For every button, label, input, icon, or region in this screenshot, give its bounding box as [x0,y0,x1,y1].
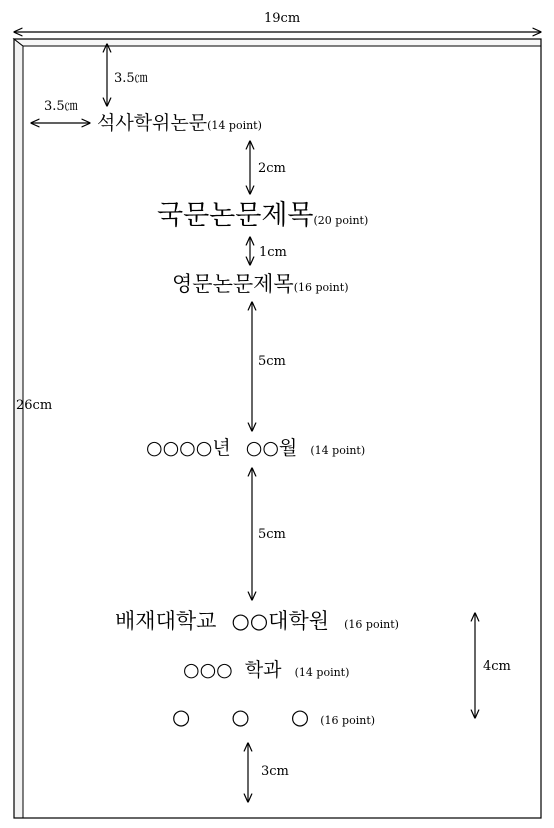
school-line [115,611,399,632]
gap-4cm-label: 4cm [483,659,511,674]
gap-3cm-label: 3cm [261,764,289,779]
gap-1cm-label: 1cm [259,245,287,260]
name-char-1: ○ [172,705,191,729]
degree-text: 석사학위논문 [97,112,208,134]
degree-size: (14 point) [207,119,262,132]
height-label: 26cm [16,398,53,413]
korean-title-size: (20 point) [313,214,369,227]
name-char-2: ○ [231,705,250,729]
department-line [183,661,349,680]
page-top-edge [14,39,541,46]
date-size: (14 point) [310,444,366,457]
department-text: ○○○ 학과 [183,659,282,681]
gap-5cm-label-b: 5cm [258,527,286,542]
name-char-3: ○ [290,705,310,729]
date-year: ○○○○년 [146,437,231,459]
korean-title-text: 국문논문제목 [157,200,314,231]
gap-2cm-label: 2cm [258,161,286,176]
school-univ: 배재대학교 [115,609,217,633]
school-size: (16 point) [344,618,399,631]
page-outline [14,39,541,818]
english-title-size: (16 point) [293,281,349,294]
degree-line [97,114,262,133]
width-label: 19cm [264,11,301,26]
english-title-text: 영문논문제목 [172,272,294,296]
english-title-line [172,274,348,295]
school-grad: ○○대학원 [231,609,330,633]
left-margin-label: 3.5㎝ [44,99,78,114]
date-month: ○○월 [245,437,298,459]
gap-5cm-label-a: 5cm [258,354,286,369]
page-side-edge [14,39,23,818]
korean-title-line [157,202,368,229]
top-margin-label: 3.5㎝ [114,71,148,86]
date-line [146,439,365,458]
department-size: (14 point) [294,666,350,679]
name-line [172,707,375,728]
name-size: (16 point) [320,714,376,727]
